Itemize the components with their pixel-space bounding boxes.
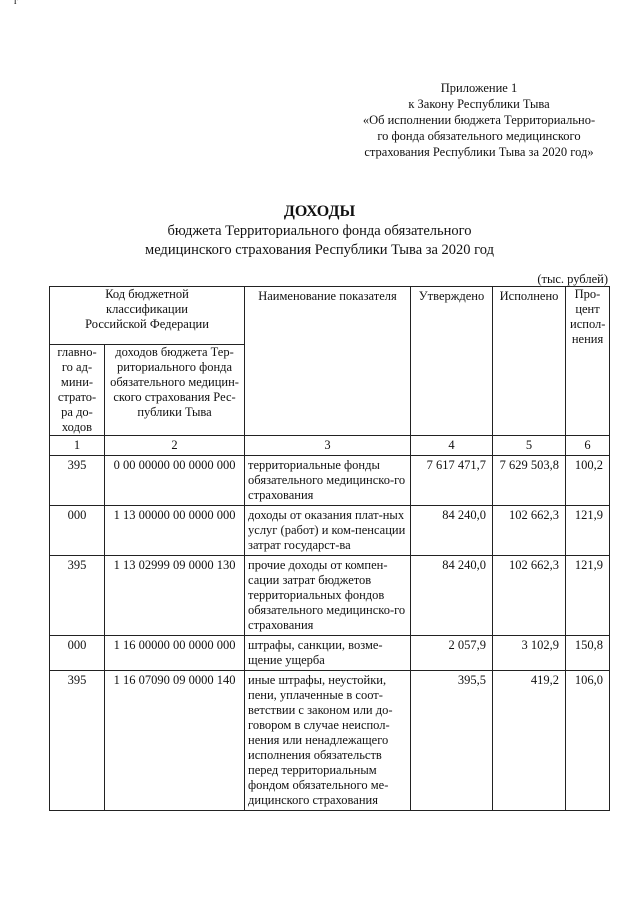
header-approved: Утверждено — [411, 287, 493, 436]
row-executed: 7 629 503,8 — [493, 456, 566, 506]
document-subtitle — [0, 222, 639, 260]
row-percent: 100,2 — [566, 456, 610, 506]
header-code-group: Код бюджетной классификации Российской Федерации — [50, 287, 245, 345]
subtitle-line: медицинского страхования Республики Тыва за 2020 год — [145, 242, 494, 258]
row-approved: 84 240,0 — [411, 556, 493, 636]
row-admin-code: 395 — [50, 556, 105, 636]
row-name: доходы от оказания плат-ных услуг (работ) и ком-пенсации затрат государст-ва — [245, 506, 411, 556]
column-number: 3 — [245, 436, 411, 456]
header-admin: главно-го ад-мини-страто-ра до-ходов — [50, 345, 105, 436]
row-executed: 102 662,3 — [493, 556, 566, 636]
column-number: 4 — [411, 436, 493, 456]
header-income: доходов бюджета Тер-риториального фонда обязательного медицин-ского страхования Рес-публики Тыва — [105, 345, 245, 436]
column-number: 1 — [50, 436, 105, 456]
row-name: штрафы, санкции, возме-щение ущерба — [245, 636, 411, 671]
row-percent: 121,9 — [566, 506, 610, 556]
row-approved: 7 617 471,7 — [411, 456, 493, 506]
table-row — [50, 456, 610, 506]
annex-line: страхования Республики Тыва за 2020 год» — [364, 145, 594, 159]
row-approved: 84 240,0 — [411, 506, 493, 556]
row-percent: 150,8 — [566, 636, 610, 671]
row-budget-code: 1 13 00000 00 0000 000 — [105, 506, 245, 556]
table-row — [50, 671, 610, 811]
row-admin-code: 000 — [50, 506, 105, 556]
row-budget-code: 0 00 00000 00 0000 000 — [105, 456, 245, 506]
row-executed: 102 662,3 — [493, 506, 566, 556]
annex-line: Приложение 1 — [440, 81, 518, 95]
row-name: иные штрафы, неустойки, пени, уплаченные в соот-ветствии с законом или до-говором в случае неиспол-нения или ненадлежащего исполнения обязательств перед территориальным фондом обязательного ме-дицинского страхования — [245, 671, 411, 811]
row-percent: 106,0 — [566, 671, 610, 811]
row-approved: 2 057,9 — [411, 636, 493, 671]
row-percent: 121,9 — [566, 556, 610, 636]
header-percent: Про-цент испол-нения — [566, 287, 610, 436]
column-number: 2 — [105, 436, 245, 456]
row-admin-code: 395 — [50, 456, 105, 506]
header-executed: Исполнено — [493, 287, 566, 436]
row-approved: 395,5 — [411, 671, 493, 811]
table-row — [50, 636, 610, 671]
table-row — [50, 556, 610, 636]
column-number: 6 — [566, 436, 610, 456]
header-row — [50, 287, 610, 345]
table-row — [50, 506, 610, 556]
subtitle-line: бюджета Территориального фонда обязательного — [167, 223, 472, 239]
row-budget-code: 1 16 07090 09 0000 140 — [105, 671, 245, 811]
row-name: прочие доходы от компен-сации затрат бюджетов территориальных фондов обязательного медицинско-го страхования — [245, 556, 411, 636]
annex-line: го фонда обязательного медицинского — [377, 129, 581, 143]
header-name: Наименование показателя — [245, 287, 411, 436]
column-number-row — [50, 436, 610, 456]
units-label: (тыс. рублей) — [537, 272, 608, 286]
document-title: ДОХОДЫ — [283, 203, 356, 220]
row-admin-code: 000 — [50, 636, 105, 671]
corner-mark: г — [14, 0, 19, 7]
column-number: 5 — [493, 436, 566, 456]
annex-line: «Об исполнении бюджета Территориально- — [362, 113, 596, 127]
annex-line: к Закону Республики Тыва — [408, 97, 550, 111]
income-table — [49, 286, 610, 811]
row-budget-code: 1 13 02999 09 0000 130 — [105, 556, 245, 636]
row-admin-code: 395 — [50, 671, 105, 811]
row-budget-code: 1 16 00000 00 0000 000 — [105, 636, 245, 671]
row-executed: 419,2 — [493, 671, 566, 811]
annex-header — [349, 80, 609, 160]
row-executed: 3 102,9 — [493, 636, 566, 671]
row-name: территориальные фонды обязательного медицинско-го страхования — [245, 456, 411, 506]
